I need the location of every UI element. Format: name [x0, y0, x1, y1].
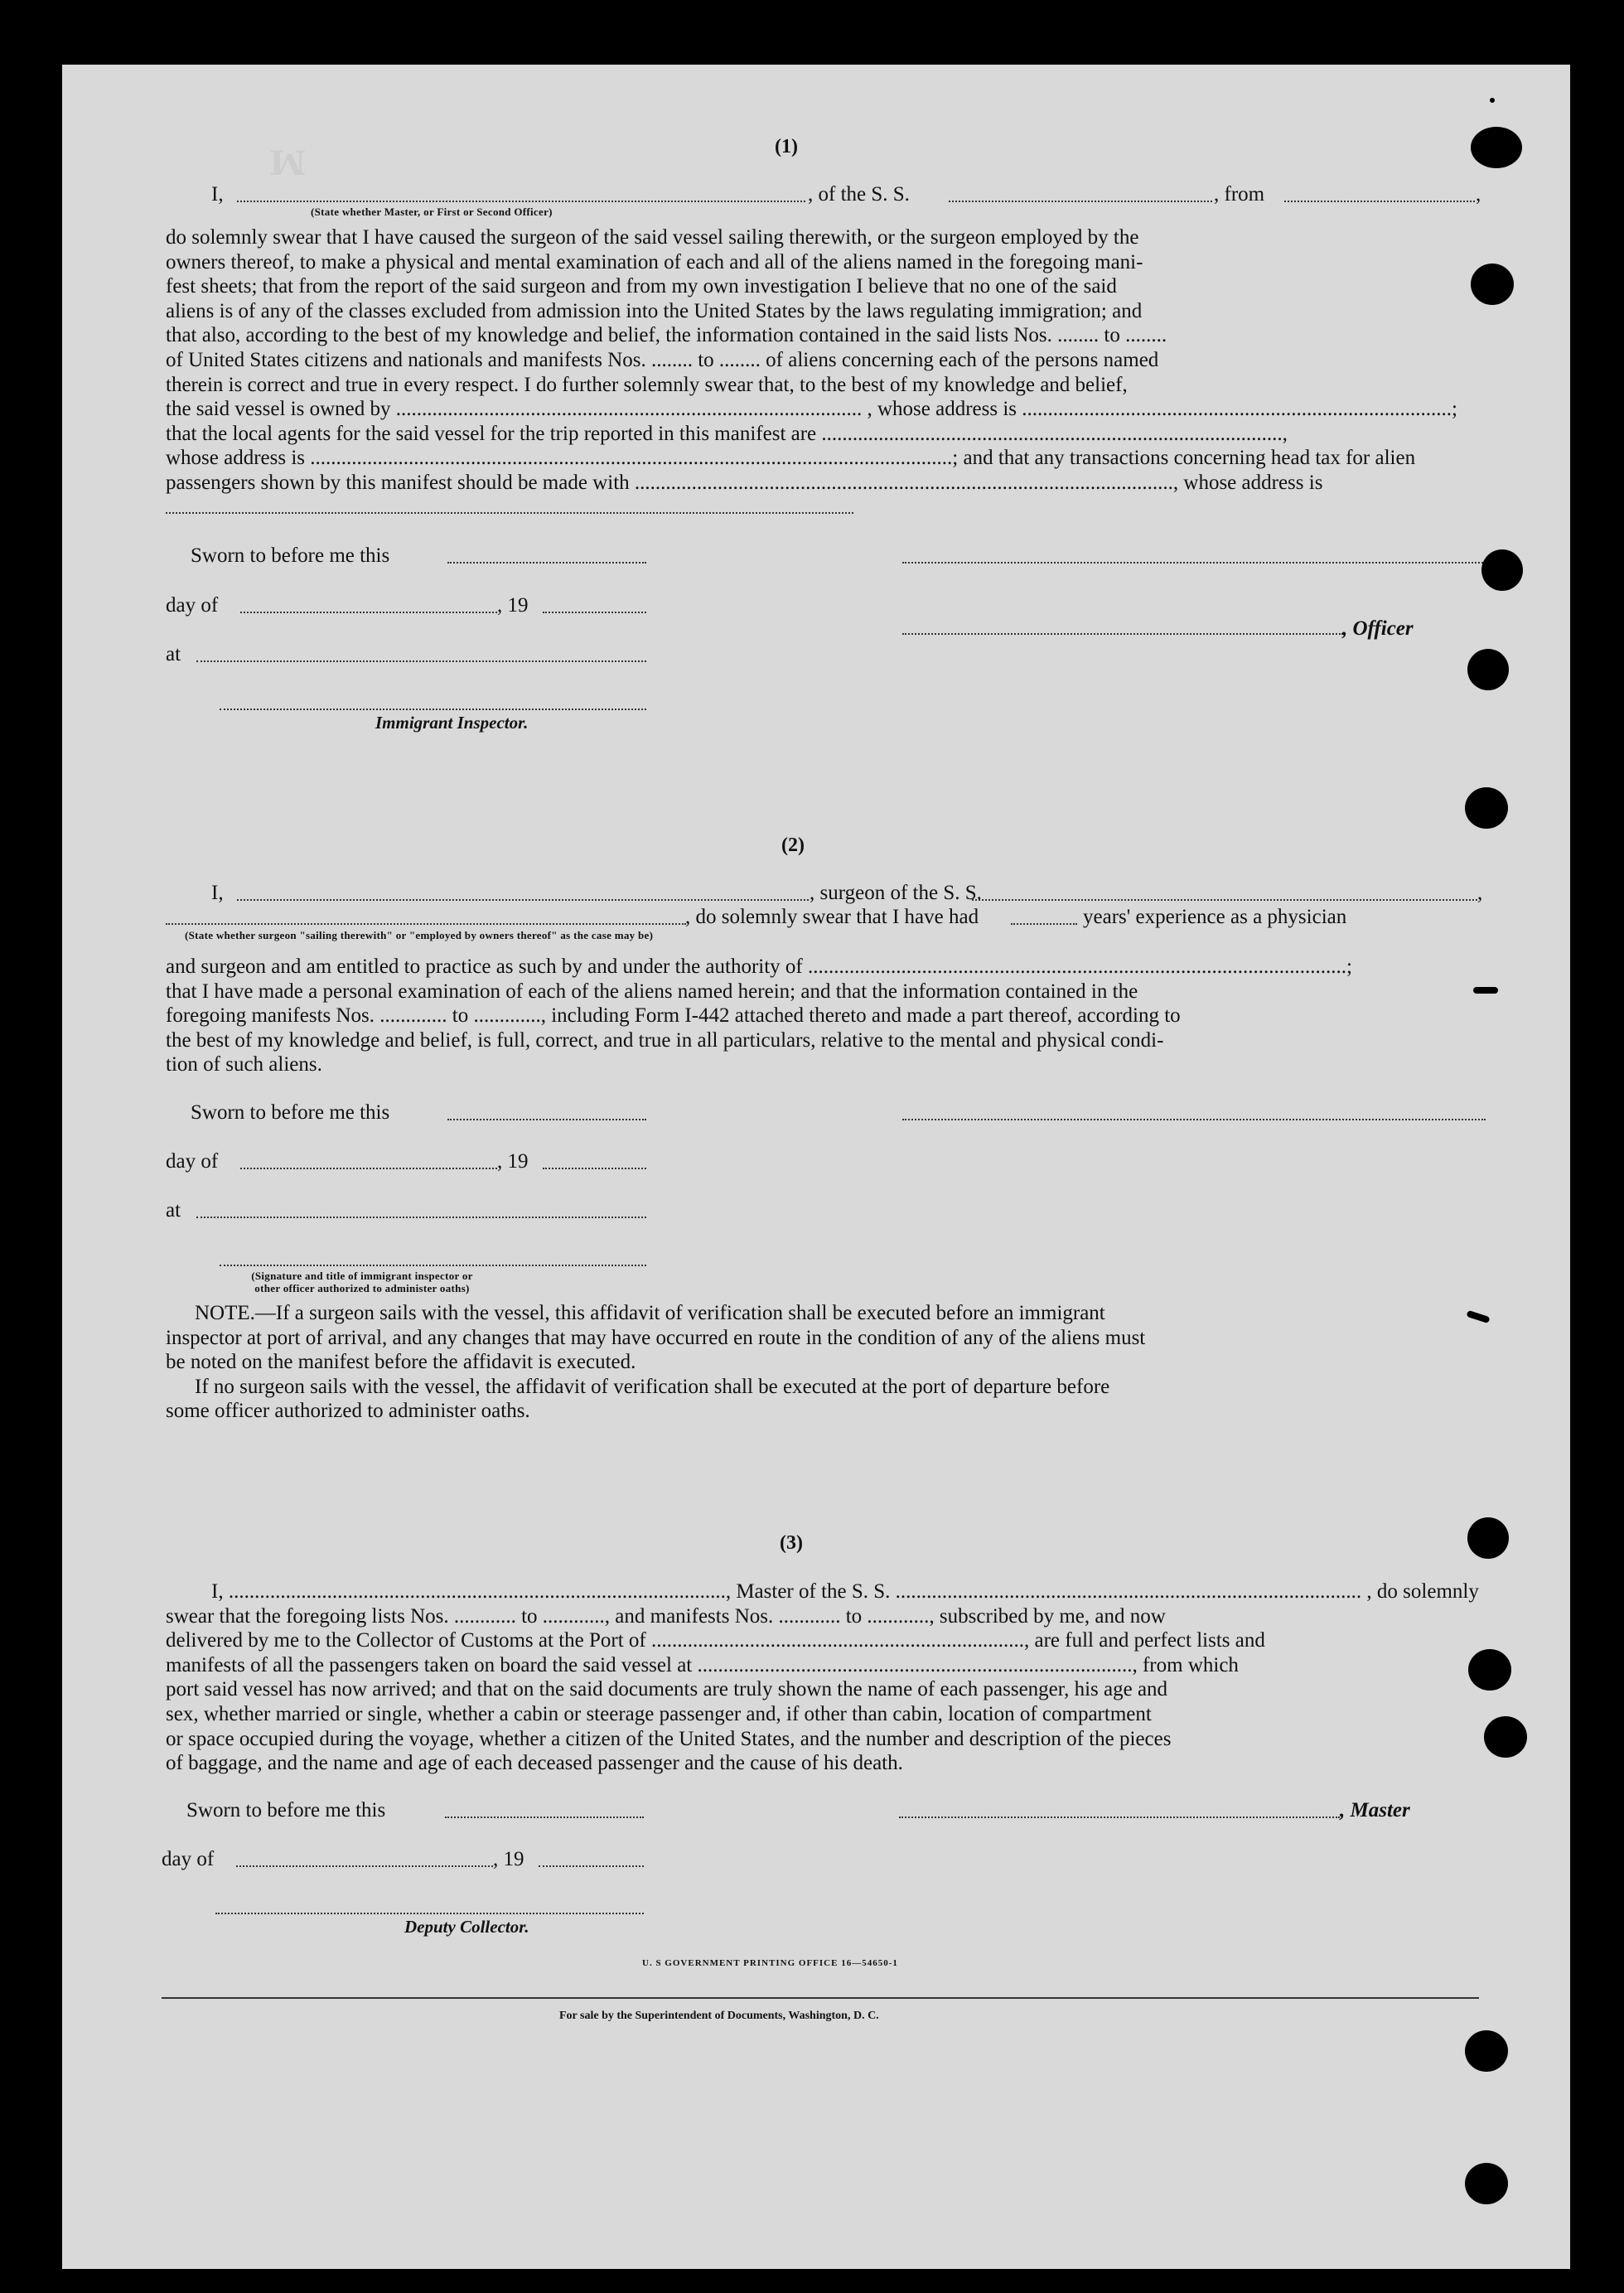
- swear-text: , do solemnly swear that I have had: [685, 906, 979, 928]
- officer-name-field[interactable]: [237, 201, 805, 202]
- body-line: port said vessel has now arrived; and that on the said documents are truly shown the name of each passenger, his age and: [166, 1678, 1168, 1701]
- officer-title-field[interactable]: [902, 633, 1343, 635]
- body-line: of United States citizens and nationals and manifests Nos. ........ to ........ of aliens concerning each of the persons named: [166, 348, 1159, 371]
- body-line: that the local agents for the said vessel for the trip reported in this manifest are .........................................................................................,: [166, 422, 1288, 445]
- punch-hole: [1465, 787, 1508, 829]
- body-line: manifests of all the passengers taken on board the said vessel at ...................................................................................., from which: [166, 1653, 1239, 1676]
- body-line: therein is correct and true in every respect. I do further solemnly swear that, to the best of my knowledge and belief,: [166, 373, 1128, 396]
- body-line: and surgeon and am entitled to practice as such by and under the authority of ........................................................................................................;: [166, 955, 1352, 978]
- punch-hole: [1465, 2030, 1508, 2072]
- section-3-body: [166, 1579, 1483, 1776]
- month-field[interactable]: [240, 612, 497, 613]
- inspector-label: Immigrant Inspector.: [375, 713, 529, 733]
- surgeon-status-field[interactable]: [166, 923, 686, 925]
- punch-hole: [1471, 127, 1522, 168]
- form-page: [62, 65, 1570, 2269]
- body-line: that I have made a personal examination of each of the aliens named herein; and that the information contained in the: [166, 980, 1138, 1003]
- bleed-through-text: ꟽ: [269, 145, 309, 182]
- place-field[interactable]: [196, 660, 646, 662]
- inspector-signature-field[interactable]: [220, 709, 646, 710]
- signature-note-line: (Signature and title of immigrant inspector or: [251, 1270, 473, 1282]
- year-label: , 19: [493, 1848, 524, 1870]
- printing-office: U. S GOVERNMENT PRINTING OFFICE 16—54650-1: [642, 1958, 898, 1968]
- body-line: or space occupied during the voyage, whether a citizen of the United States, and the number and description of the pieces: [166, 1727, 1172, 1750]
- day-of-label: day of: [166, 1150, 219, 1173]
- master-label: , Master: [1340, 1799, 1410, 1821]
- footer-rule: [162, 1997, 1479, 1999]
- line-end-comma: ,: [1477, 882, 1483, 904]
- sworn-date-field[interactable]: [447, 1119, 646, 1120]
- month-field[interactable]: [240, 1168, 497, 1169]
- body-line: the said vessel is owned by .......................................................................................... , whose address is ...................................................................................;: [166, 398, 1457, 421]
- line-end-comma: ,: [1476, 183, 1481, 206]
- body-line: do solemnly swear that I have caused the surgeon of the said vessel sailing therewith, or the surgeon employed by the: [166, 226, 1139, 249]
- sworn-label: Sworn to before me this: [191, 544, 390, 567]
- body-line: the best of my knowledge and belief, is full, correct, and true in all particulars, relative to the mental and physical condi-: [166, 1028, 1164, 1052]
- body-line: fest sheets; that from the report of the said surgeon and from my own investigation I believe that no one of the said: [166, 275, 1117, 298]
- sworn-date-field[interactable]: [445, 1817, 644, 1818]
- punch-hole: [1465, 2163, 1508, 2204]
- body-line: foregoing manifests Nos. ............. to ............., including Form I-442 attached thereto and made a part thereof, according to: [166, 1004, 1181, 1028]
- section-2-body: [166, 955, 1483, 1077]
- body-line: owners thereof, to make a physical and mental examination of each and all of the aliens named in the foregoing mani-: [166, 250, 1143, 273]
- body-line: passengers shown by this manifest should be made with ........................................................................................................, whose address is: [166, 471, 1323, 494]
- day-of-label: day of: [166, 594, 219, 617]
- note-line: If no surgeon sails with the vessel, the affidavit of verification shall be executed at the port of departure before: [195, 1375, 1110, 1398]
- punch-hole: [1471, 264, 1514, 305]
- section-2-note: [166, 1301, 1483, 1424]
- year-field[interactable]: [543, 612, 646, 613]
- body-line: delivered by me to the Collector of Customs at the Port of ........................................................................, are full and perfect lists and: [166, 1629, 1265, 1652]
- of-ss-label: , of the S. S.: [808, 183, 910, 206]
- agent-address-field[interactable]: [166, 512, 853, 514]
- punch-hole: [1484, 1716, 1527, 1758]
- body-line: aliens is of any of the classes excluded from admission into the United States by the laws regulating immigration; and: [166, 299, 1143, 322]
- surgeon-status-note: (State whether surgeon "sailing therewith" or "employed by owners thereof" as the case may be): [185, 929, 654, 941]
- body-line: swear that the foregoing lists Nos. ............ to ............, and manifests Nos. ............ to ............, subscribed by me, and now: [166, 1604, 1166, 1628]
- section-1-body: [166, 225, 1483, 496]
- note-line: inspector at port of arrival, and any changes that may have occurred en route in the condition of any of the aliens must: [166, 1326, 1146, 1349]
- oath-lead: I,: [211, 882, 224, 904]
- years-field[interactable]: [1011, 923, 1077, 925]
- ink-dot: [1490, 98, 1495, 103]
- punch-hole: [1467, 1517, 1509, 1559]
- from-label: , from: [1214, 183, 1265, 206]
- ink-mark: [1473, 987, 1498, 994]
- year-label: , 19: [497, 594, 529, 617]
- body-line: sex, whether married or single, whether a cabin or steerage passenger and, if other than cabin, location of compartment: [166, 1702, 1152, 1725]
- inspector-signature-field[interactable]: [220, 1265, 646, 1266]
- officer-label: , Officer: [1342, 617, 1414, 640]
- collector-label: Deputy Collector.: [404, 1917, 529, 1937]
- from-port-field[interactable]: [1284, 201, 1475, 202]
- ship-name-field[interactable]: [972, 899, 1477, 901]
- body-line: I, ................................................................................................, Master of the S. S. .......................................................................................... , do solemnly: [211, 1580, 1479, 1603]
- master-signature-field[interactable]: [899, 1817, 1340, 1818]
- note-line: be noted on the manifest before the affidavit is executed.: [166, 1351, 636, 1374]
- day-of-label: day of: [162, 1848, 215, 1870]
- signature-note-line: other officer authorized to administer oaths): [254, 1282, 470, 1294]
- note-line: NOTE.—If a surgeon sails with the vessel, this affidavit of verification shall be executed before an immigrant: [195, 1302, 1105, 1324]
- oath-lead: I,: [211, 183, 224, 206]
- year-field[interactable]: [539, 1865, 644, 1867]
- at-label: at: [166, 643, 181, 665]
- years-text: years' experience as a physician: [1083, 906, 1347, 928]
- collector-signature-field[interactable]: [215, 1913, 644, 1914]
- surgeon-of-label: , surgeon of the S. S.: [810, 882, 982, 904]
- sworn-date-field[interactable]: [447, 562, 646, 564]
- officer-signature-field[interactable]: [902, 562, 1486, 564]
- note-line: some officer authorized to administer oaths.: [166, 1400, 530, 1423]
- sale-notice: For sale by the Superintendent of Documents, Washington, D. C.: [559, 2010, 879, 2022]
- at-label: at: [166, 1199, 181, 1221]
- surgeon-signature-field[interactable]: [902, 1119, 1486, 1120]
- punch-hole: [1481, 549, 1523, 591]
- month-field[interactable]: [236, 1865, 493, 1867]
- year-label: , 19: [497, 1150, 529, 1173]
- surgeon-name-field[interactable]: [237, 899, 809, 901]
- officer-rank-note: (State whether Master, or First or Second Officer): [311, 206, 553, 218]
- sworn-label: Sworn to before me this: [186, 1799, 386, 1821]
- punch-hole: [1468, 1649, 1511, 1691]
- section-1-number: (1): [775, 136, 798, 157]
- body-line: whose address is ............................................................................................................................; and that any transactions concerning head tax for alien: [166, 447, 1416, 470]
- year-field[interactable]: [543, 1168, 646, 1169]
- section-3-number: (3): [780, 1532, 803, 1554]
- ship-name-field[interactable]: [949, 201, 1212, 202]
- body-line: of baggage, and the name and age of each deceased passenger and the cause of his death.: [166, 1752, 903, 1775]
- punch-hole: [1467, 649, 1509, 690]
- body-line: tion of such aliens.: [166, 1053, 322, 1076]
- sworn-label: Sworn to before me this: [191, 1101, 390, 1124]
- signature-note: [238, 1270, 486, 1294]
- body-line: that also, according to the best of my knowledge and belief, the information contained in the said lists Nos. ........ to ........: [166, 324, 1167, 347]
- section-2-number: (2): [781, 834, 805, 856]
- place-field[interactable]: [196, 1217, 646, 1218]
